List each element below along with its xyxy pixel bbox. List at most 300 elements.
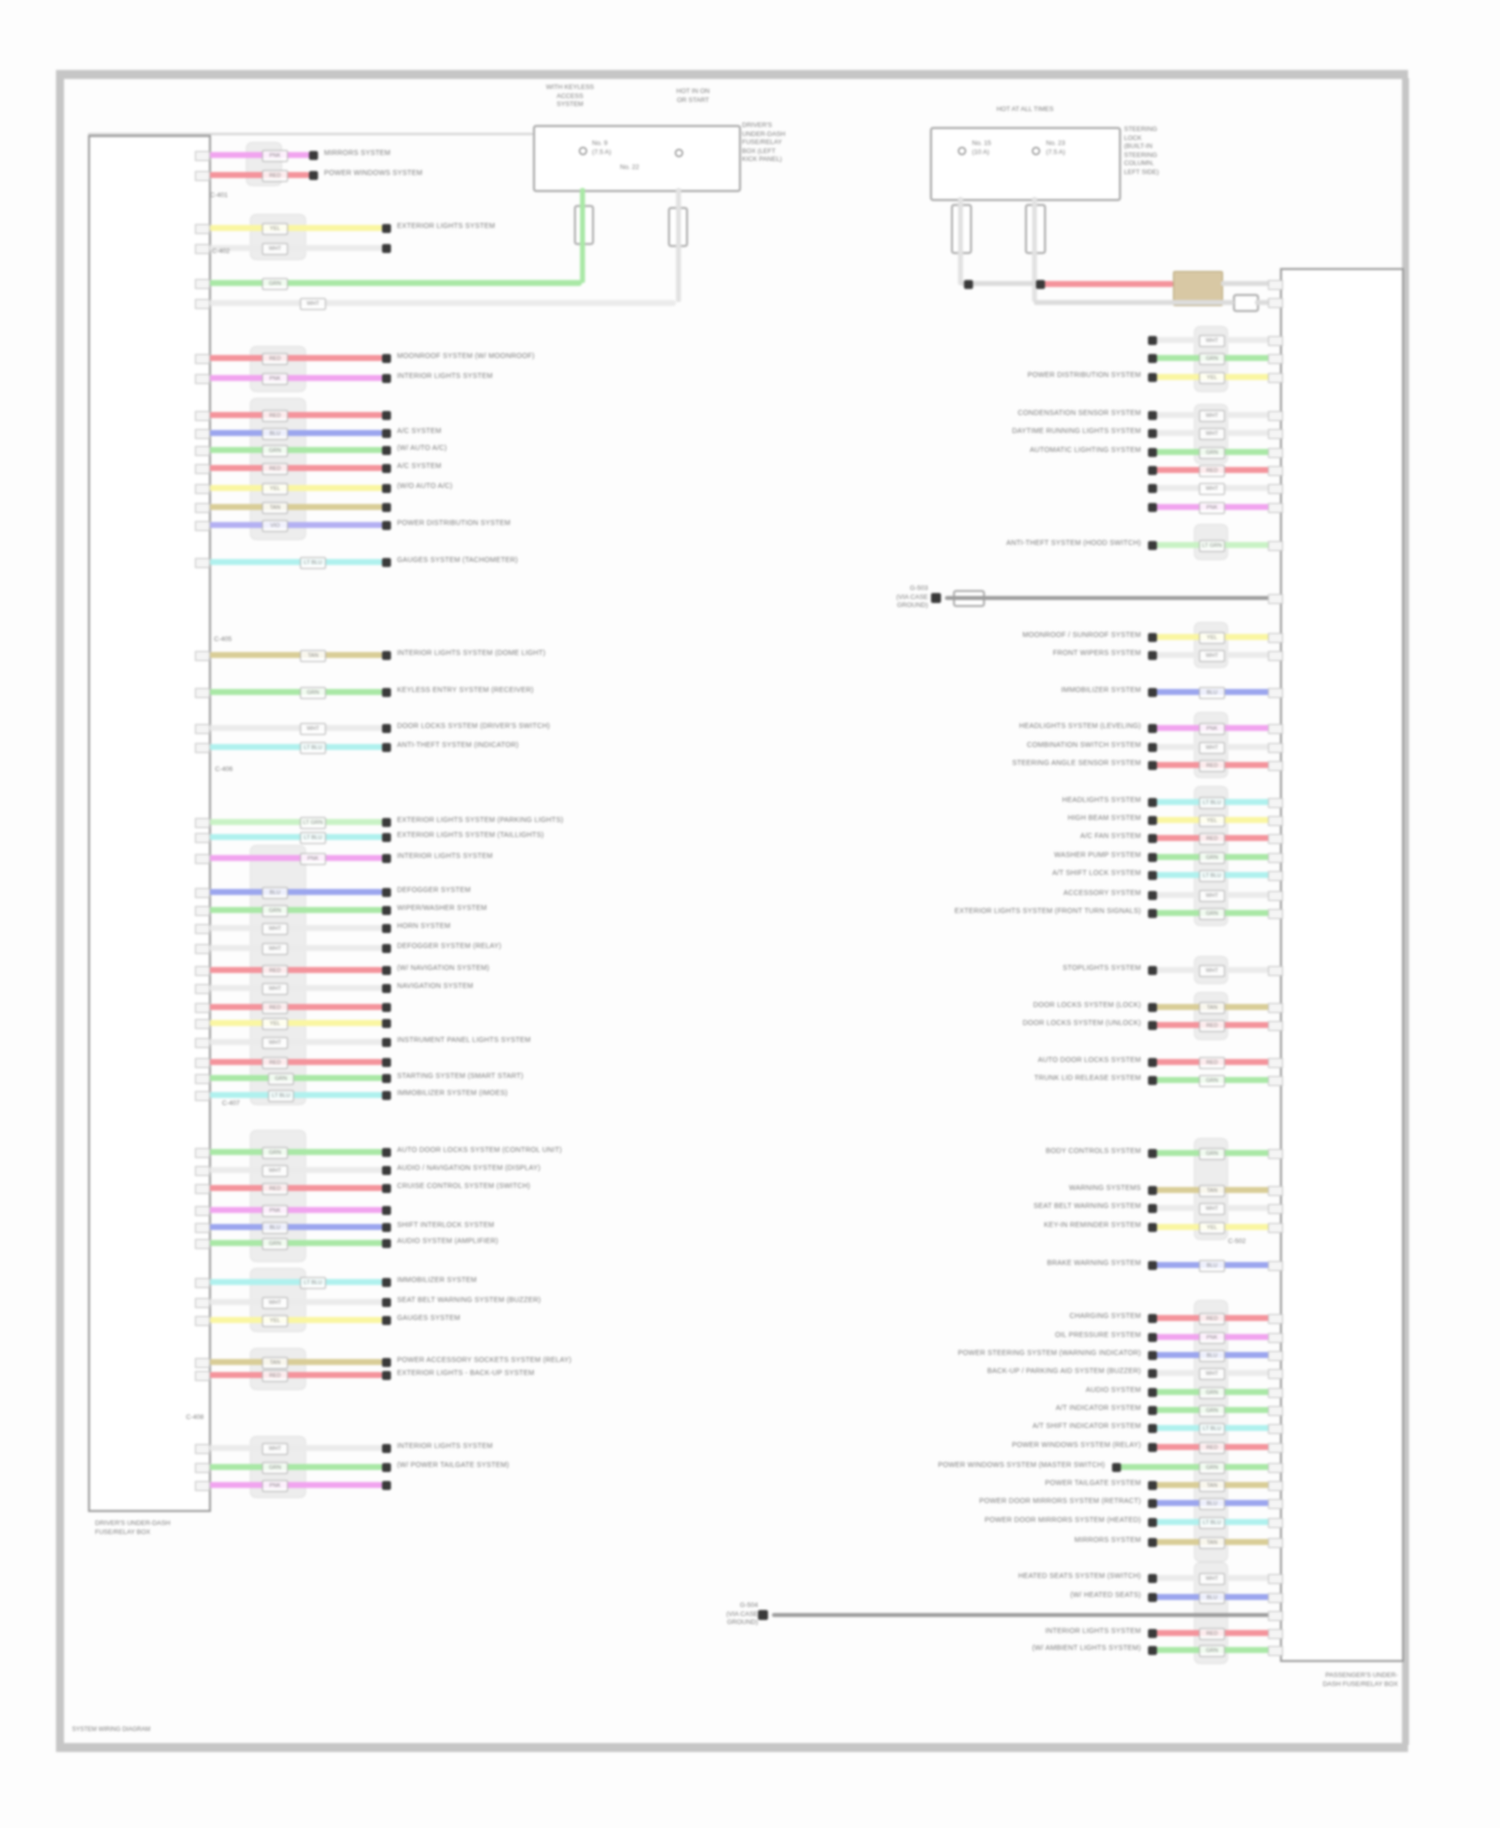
wire-color-code: GRN: [1199, 852, 1225, 864]
wire-band: [209, 1075, 383, 1081]
wire-pin: [195, 1148, 210, 1158]
wire-label: (W/O AUTO A/C): [397, 483, 453, 490]
wire-pin: [195, 1206, 210, 1216]
wire-color-code: GRN: [262, 445, 288, 457]
wire-color-code: WHT: [262, 943, 288, 955]
wire-pin: [195, 724, 210, 734]
wire-color-code: RED: [262, 353, 288, 365]
splice-dot: [382, 688, 391, 697]
wire-color-code: YEL: [1199, 632, 1225, 644]
wire-pin: [195, 818, 210, 828]
wire-color-code: WHT: [262, 1297, 288, 1309]
wire-pin: [195, 854, 210, 864]
wire-band: [209, 834, 383, 840]
splice-dot: [382, 1058, 391, 1067]
wire-color-code: BLU: [1199, 1350, 1225, 1362]
ground-label-line: G-503: [909, 585, 928, 592]
splice-dot: [1148, 466, 1157, 475]
wire-pin: [195, 446, 210, 456]
wire-color-code: GRN: [262, 1147, 288, 1159]
splice-dot: [1148, 448, 1157, 457]
wire-color-code: PNK: [300, 853, 326, 865]
ground-label-line: GROUND): [896, 602, 928, 609]
splice-dot: [382, 818, 391, 827]
wire-color-code: WHT: [262, 1165, 288, 1177]
text-block-line: C-408: [186, 1414, 204, 1421]
wire-color-code: LT BLU: [1199, 1517, 1225, 1529]
wire-pin: [1268, 1003, 1283, 1013]
wire-pin: [195, 503, 210, 513]
wire-label: BACK-UP / PARKING AID SYSTEM (BUZZER): [987, 1368, 1141, 1375]
wire-label: GAUGES SYSTEM (TACHOMETER): [397, 557, 518, 564]
wire-pin: [1268, 484, 1283, 494]
wire-label: A/T SHIFT LOCK SYSTEM: [1052, 870, 1141, 877]
splice-dot: [1148, 1003, 1157, 1012]
wire-color-code: WHT: [300, 723, 326, 735]
splice-dot: [1148, 853, 1157, 862]
wire-band: [209, 355, 383, 361]
wire-band: [209, 1445, 383, 1451]
wire-band: [209, 945, 383, 951]
wire-pin: [195, 1019, 210, 1029]
wire-color-code: GRN: [268, 1073, 294, 1085]
splice-dot: [382, 244, 391, 253]
wire-band: [209, 1224, 383, 1230]
splice-dot: [1148, 743, 1157, 752]
wire-label: OIL PRESSURE SYSTEM: [1054, 1332, 1141, 1339]
right-module-label-line1: PASSENGER'S UNDER-: [1325, 1672, 1398, 1679]
wire-color-code: WHT: [1199, 1203, 1225, 1215]
text-block-line: WITH KEYLESS: [545, 84, 595, 91]
wire-pin: [1268, 1369, 1283, 1379]
splice-dot: [382, 743, 391, 752]
wire-band: [209, 1279, 383, 1285]
wire-label: IMMOBILIZER SYSTEM (IMOES): [397, 1090, 508, 1097]
wire-color-code: RED: [1199, 465, 1225, 477]
wire-pin: [1268, 354, 1283, 364]
wire-band: [209, 1482, 383, 1488]
wire-band: [209, 1020, 383, 1026]
wire-pin: [195, 411, 210, 421]
wire-label: INTERIOR LIGHTS SYSTEM (DOME LIGHT): [397, 650, 546, 657]
wire-label: POWER DOOR MIRRORS SYSTEM (RETRACT): [979, 1498, 1141, 1505]
wire-band: [209, 689, 383, 695]
wire-label: DOOR LOCKS SYSTEM (UNLOCK): [1022, 1020, 1141, 1027]
text-block-line: C-406: [215, 766, 233, 773]
wire-color-code: YEL: [262, 1018, 288, 1030]
text-block: [214, 636, 254, 645]
wire-pin: [195, 1074, 210, 1084]
wire-color-code: WHT: [1199, 650, 1225, 662]
splice-dot: [1148, 1481, 1157, 1490]
splice-dot: [1148, 411, 1157, 420]
wire-pin: [1268, 909, 1283, 919]
wire-pin: [1268, 594, 1283, 604]
wire-label: DOOR LOCKS SYSTEM (LOCK): [1033, 1002, 1141, 1009]
text-block-line: HOT IN ON: [676, 88, 710, 95]
splice-dot: [382, 966, 391, 975]
wire-label: TRUNK LID RELEASE SYSTEM: [1034, 1075, 1141, 1082]
segment: [88, 133, 533, 135]
wire-pin: [1268, 688, 1283, 698]
wire-color-code: GRN: [262, 1238, 288, 1250]
splice-dot: [1148, 966, 1157, 975]
fusebox-box: [930, 127, 1121, 201]
splice-dot: [1148, 429, 1157, 438]
splice-dot: [382, 724, 391, 733]
wire-color-code: WHT: [262, 1037, 288, 1049]
wire-label: DEFOGGER SYSTEM (RELAY): [397, 943, 502, 950]
splice-dot: [382, 374, 391, 383]
wire-color-code: BLU: [1199, 687, 1225, 699]
ground-label: [578, 1602, 758, 1628]
splice-dot: [382, 411, 391, 420]
splice-dot: [382, 1038, 391, 1047]
wire-color-code: YEL: [1199, 372, 1225, 384]
splice-dot: [382, 1278, 391, 1287]
wire-label: POWER TAILGATE SYSTEM: [1045, 1480, 1141, 1487]
wire-pin: [195, 299, 210, 309]
wire-label: IMMOBILIZER SYSTEM: [1061, 687, 1141, 694]
splice-dot: [1148, 798, 1157, 807]
wire-pin: [195, 924, 210, 934]
wire-color-code: PNK: [262, 1480, 288, 1492]
wire-label: SEAT BELT WARNING SYSTEM (BUZZER): [397, 1297, 541, 1304]
wire-color-code: WHT: [1199, 1368, 1225, 1380]
wire-color-code: YEL: [262, 483, 288, 495]
wire-label: HEADLIGHTS SYSTEM (LEVELING): [1019, 723, 1141, 730]
wire-color-code: PNK: [1199, 1332, 1225, 1344]
wire-color-code: BLU: [1199, 1592, 1225, 1604]
wire-color-code: GRN: [262, 905, 288, 917]
wire-label: MOONROOF / SUNROOF SYSTEM: [1022, 632, 1141, 639]
ground-label: [748, 585, 928, 611]
splice-dot: [1148, 1021, 1157, 1030]
wire-band: [209, 447, 383, 453]
wire-color-code: WHT: [262, 243, 288, 255]
splice-dot: [382, 1481, 391, 1490]
splice-dot: [1148, 1518, 1157, 1527]
fuse-pin: [958, 147, 966, 155]
wire-label: BRAKE WARNING SYSTEM: [1047, 1260, 1141, 1267]
wire-band: [209, 559, 383, 565]
text-block: [1124, 126, 1214, 177]
text-block-line: KICK PANEL): [742, 156, 782, 163]
text-block-line: SYSTEM: [556, 101, 584, 108]
splice-dot: [382, 1003, 391, 1012]
wire-color-code: TAN: [1199, 1537, 1225, 1549]
wire-label: POWER WINDOWS SYSTEM (RELAY): [1011, 1442, 1141, 1449]
splice-dot: [1148, 1574, 1157, 1583]
splice-dot: [1148, 1369, 1157, 1378]
splice-dot: [1148, 1204, 1157, 1213]
wire-pin: [1268, 1424, 1283, 1434]
splice-dot: [382, 1371, 391, 1380]
wire-color-code: GRN: [1199, 1148, 1225, 1160]
wire-label: AUDIO SYSTEM: [1085, 1387, 1141, 1394]
wire-band: [209, 430, 383, 436]
wire-band: [209, 1240, 383, 1246]
fuse-pin: [579, 147, 587, 155]
wire-pin: [1268, 743, 1283, 753]
segment: [1034, 300, 1234, 305]
splice-dot: [1148, 633, 1157, 642]
wire-label: POWER DOOR MIRRORS SYSTEM (HEATED): [984, 1517, 1141, 1524]
splice-dot: [964, 280, 973, 289]
text-block-line: No. 9: [592, 140, 608, 147]
wire-pin: [1268, 1646, 1283, 1656]
wire-band: [209, 300, 676, 306]
wire-label: KEY-IN REMINDER SYSTEM: [1043, 1222, 1141, 1229]
wire-color-code: VIO: [262, 520, 288, 532]
wire-color-code: PNK: [1199, 502, 1225, 514]
splice-dot: [1148, 1261, 1157, 1270]
wire-pin: [1268, 871, 1283, 881]
text-block-line: STEERING: [1124, 151, 1158, 159]
wire-label: EXTERIOR LIGHTS SYSTEM (TAILLIGHTS): [397, 832, 544, 839]
wire-label: EXTERIOR LIGHTS SYSTEM (PARKING LIGHTS): [397, 817, 564, 824]
wire-label: DOOR LOCKS SYSTEM (DRIVER'S SWITCH): [397, 723, 551, 730]
splice-dot: [1148, 1186, 1157, 1195]
wire-color-code: RED: [1199, 833, 1225, 845]
splice-dot: [1148, 724, 1157, 733]
wire-label: CRUISE CONTROL SYSTEM (SWITCH): [397, 1183, 531, 1190]
wire-pin: [1268, 651, 1283, 661]
wire-color-code: GRN: [1199, 447, 1225, 459]
wire-label: WARNING SYSTEMS: [1069, 1185, 1141, 1192]
wire-pin: [1268, 1388, 1283, 1398]
wire-band: [209, 925, 383, 931]
wire-label: AUDIO SYSTEM (AMPLIFIER): [397, 1238, 499, 1245]
wire-label: STEERING ANGLE SENSOR SYSTEM: [1012, 760, 1141, 767]
splice-dot: [382, 924, 391, 933]
wire-label: INSTRUMENT PANEL LIGHTS SYSTEM: [397, 1037, 531, 1044]
wire-pin: [1268, 541, 1283, 551]
splice-dot: [1036, 280, 1045, 289]
text-block-line: ACCESS: [556, 92, 584, 100]
wire-pin: [195, 1298, 210, 1308]
splice-dot: [382, 521, 391, 530]
wire-pin: [195, 1278, 210, 1288]
wire-band: [209, 744, 383, 750]
splice-dot: [382, 354, 391, 363]
splice-dot: [1148, 688, 1157, 697]
wire-pin: [1268, 1351, 1283, 1361]
wire-color-code: WHT: [262, 1443, 288, 1455]
wire-pin: [1268, 1314, 1283, 1324]
ground-wire: [772, 1613, 1280, 1617]
splice-dot: [309, 171, 318, 180]
wire-pin: [1268, 336, 1283, 346]
splice-dot: [382, 888, 391, 897]
wire-label: STOPLIGHTS SYSTEM: [1062, 965, 1141, 972]
wire-pin: [195, 1463, 210, 1473]
wire-label: AUDIO / NAVIGATION SYSTEM (DISPLAY): [397, 1165, 541, 1172]
text-block-line: HOT AT ALL TIMES: [996, 106, 1054, 113]
wire-pin: [1268, 724, 1283, 734]
text-block: [215, 766, 255, 775]
wire-pin: [1268, 1538, 1283, 1548]
wire-label: CONDENSATION SENSOR SYSTEM: [1017, 410, 1141, 417]
wire-color-code: GRN: [262, 278, 288, 290]
wire-color-code: LT BLU: [300, 557, 326, 569]
wire-pin: [1268, 1021, 1283, 1031]
wire-label: SHIFT INTERLOCK SYSTEM: [397, 1222, 495, 1229]
wire-color-code: LT BLU: [300, 742, 326, 754]
wire-pin: [1268, 966, 1283, 976]
wire-color-code: PNK: [262, 150, 288, 162]
wire-pin: [195, 944, 210, 954]
wire-band: [209, 485, 383, 491]
wire-color-code: RED: [262, 410, 288, 422]
wire-color-code: RED: [1199, 1020, 1225, 1032]
splice-dot: [1148, 1629, 1157, 1638]
wire-pin: [1268, 411, 1283, 421]
wire-color-code: GRN: [1199, 1075, 1225, 1087]
segment: [676, 188, 681, 302]
splice-dot: [1148, 1149, 1157, 1158]
ground-label-line: GROUND): [726, 1619, 758, 1626]
frame-left: [56, 70, 64, 1752]
splice-dot: [382, 1358, 391, 1367]
wire-pin: [195, 1058, 210, 1068]
wire-color-code: WHT: [1199, 335, 1225, 347]
wire-pin: [195, 651, 210, 661]
wire-pin: [1268, 761, 1283, 771]
wire-band: [209, 152, 310, 158]
wire-pin: [1268, 1406, 1283, 1416]
wire-label: STARTING SYSTEM (SMART START): [397, 1073, 524, 1080]
wire-color-code: RED: [262, 965, 288, 977]
wire-label: HEATED SEATS SYSTEM (SWITCH): [1018, 1573, 1141, 1580]
wire-label: MOONROOF SYSTEM (W/ MOONROOF): [397, 353, 535, 360]
text-block-line: No. 23: [1046, 140, 1066, 147]
wire-pin: [195, 464, 210, 474]
wire-color-code: YEL: [1199, 815, 1225, 827]
text-block-line: LOCK: [1124, 134, 1142, 142]
wire-label: ANTI-THEFT SYSTEM (INDICATOR): [397, 742, 519, 749]
splice-dot: [382, 984, 391, 993]
wire-color-code: BLU: [262, 1222, 288, 1234]
wire-color-code: WHT: [300, 298, 326, 310]
splice-dot: [1148, 1646, 1157, 1655]
wire-color-code: BLU: [1199, 1260, 1225, 1272]
wire-label: KEYLESS ENTRY SYSTEM (RECEIVER): [397, 687, 534, 694]
splice-dot: [382, 1223, 391, 1232]
wire-label: COMBINATION SWITCH SYSTEM: [1026, 742, 1141, 749]
wire-pin: [1268, 816, 1283, 826]
splice-dot: [1148, 1424, 1157, 1433]
wire-color-code: TAN: [1199, 1185, 1225, 1197]
wire-label: POWER STEERING SYSTEM (WARNING INDICATOR): [957, 1350, 1141, 1357]
left-module-label-line1: DRIVER'S UNDER-DASH: [95, 1520, 171, 1527]
text-block-line: C-407: [222, 1100, 240, 1107]
wire-band: [209, 1185, 383, 1191]
wire-pin: [1268, 834, 1283, 844]
wire-pin: [195, 1239, 210, 1249]
wire-color-code: LT BLU: [268, 1090, 294, 1102]
wire-band: [209, 725, 383, 731]
splice-dot: [1148, 891, 1157, 900]
wire-pin: [195, 984, 210, 994]
wire-label: POWER DISTRIBUTION SYSTEM: [1027, 372, 1141, 379]
wire-band: [209, 985, 383, 991]
text-block-line: (7.5 A): [592, 148, 612, 156]
wire-band: [209, 412, 383, 418]
splice-dot: [1148, 1076, 1157, 1085]
wire-label: DAYTIME RUNNING LIGHTS SYSTEM: [1012, 428, 1141, 435]
wire-pin: [195, 374, 210, 384]
wire-color-code: BLU: [262, 428, 288, 440]
wire-band: [209, 1207, 383, 1213]
wire-color-code: RED: [1199, 1057, 1225, 1069]
wire-label: ANTI-THEFT SYSTEM (HOOD SWITCH): [1006, 540, 1141, 547]
wire-band: [209, 889, 383, 895]
splice-dot: [1148, 503, 1157, 512]
wire-label: (W/ AMBIENT LIGHTS SYSTEM): [1032, 1645, 1141, 1652]
splice-dot: [382, 944, 391, 953]
text-block: [505, 84, 635, 110]
segment: [580, 188, 585, 283]
wire-label: POWER ACCESSORY SOCKETS SYSTEM (RELAY): [397, 1357, 572, 1364]
wire-pin: [1268, 1611, 1283, 1621]
wire-pin: [195, 1371, 210, 1381]
wire-color-code: RED: [262, 170, 288, 182]
wire-pin: [195, 1184, 210, 1194]
wire-color-code: GRN: [1199, 1387, 1225, 1399]
text-block-line: No. 22: [620, 164, 640, 171]
wire-color-code: YEL: [262, 223, 288, 235]
text-block: [620, 164, 680, 173]
bundle-strip: [1194, 992, 1228, 1040]
splice-dot: [382, 446, 391, 455]
wire-color-code: LT GRN: [1199, 540, 1225, 552]
wire-color-code: YEL: [262, 1315, 288, 1327]
splice-dot: [1148, 484, 1157, 493]
splice-dot: [382, 1316, 391, 1325]
wire-label: POWER DISTRIBUTION SYSTEM: [397, 520, 511, 527]
wire-color-code: WHT: [1199, 410, 1225, 422]
wire-pin: [195, 244, 210, 254]
wire-color-code: RED: [1199, 1628, 1225, 1640]
wire-band: [209, 1299, 383, 1305]
wire-pin: [1268, 891, 1283, 901]
wire-pin: [195, 906, 210, 916]
wire-color-code: PNK: [1199, 723, 1225, 735]
splice-dot: [382, 224, 391, 233]
text-block-line: C-405: [214, 636, 232, 643]
segment: [961, 281, 1043, 286]
wire-pin: [195, 354, 210, 364]
wire-label: A/C FAN SYSTEM: [1080, 833, 1141, 840]
fuse-pin: [675, 149, 683, 157]
wire-color-code: GRN: [1199, 1405, 1225, 1417]
wire-band: [209, 375, 383, 381]
splice-dot: [382, 854, 391, 863]
wire-pin: [1268, 1223, 1283, 1233]
text-block-line: C-502: [1228, 1238, 1246, 1245]
wire-label: A/C SYSTEM: [397, 428, 442, 435]
wire-pin: [1268, 1593, 1283, 1603]
wire-color-code: GRN: [262, 1462, 288, 1474]
wire-color-code: LT BLU: [1199, 797, 1225, 809]
wire-pin: [195, 1038, 210, 1048]
splice-dot: [382, 906, 391, 915]
wire-color-code: TAN: [1199, 1002, 1225, 1014]
wire-color-code: LT BLU: [1199, 870, 1225, 882]
wire-pin: [195, 151, 210, 161]
wire-pin: [195, 888, 210, 898]
